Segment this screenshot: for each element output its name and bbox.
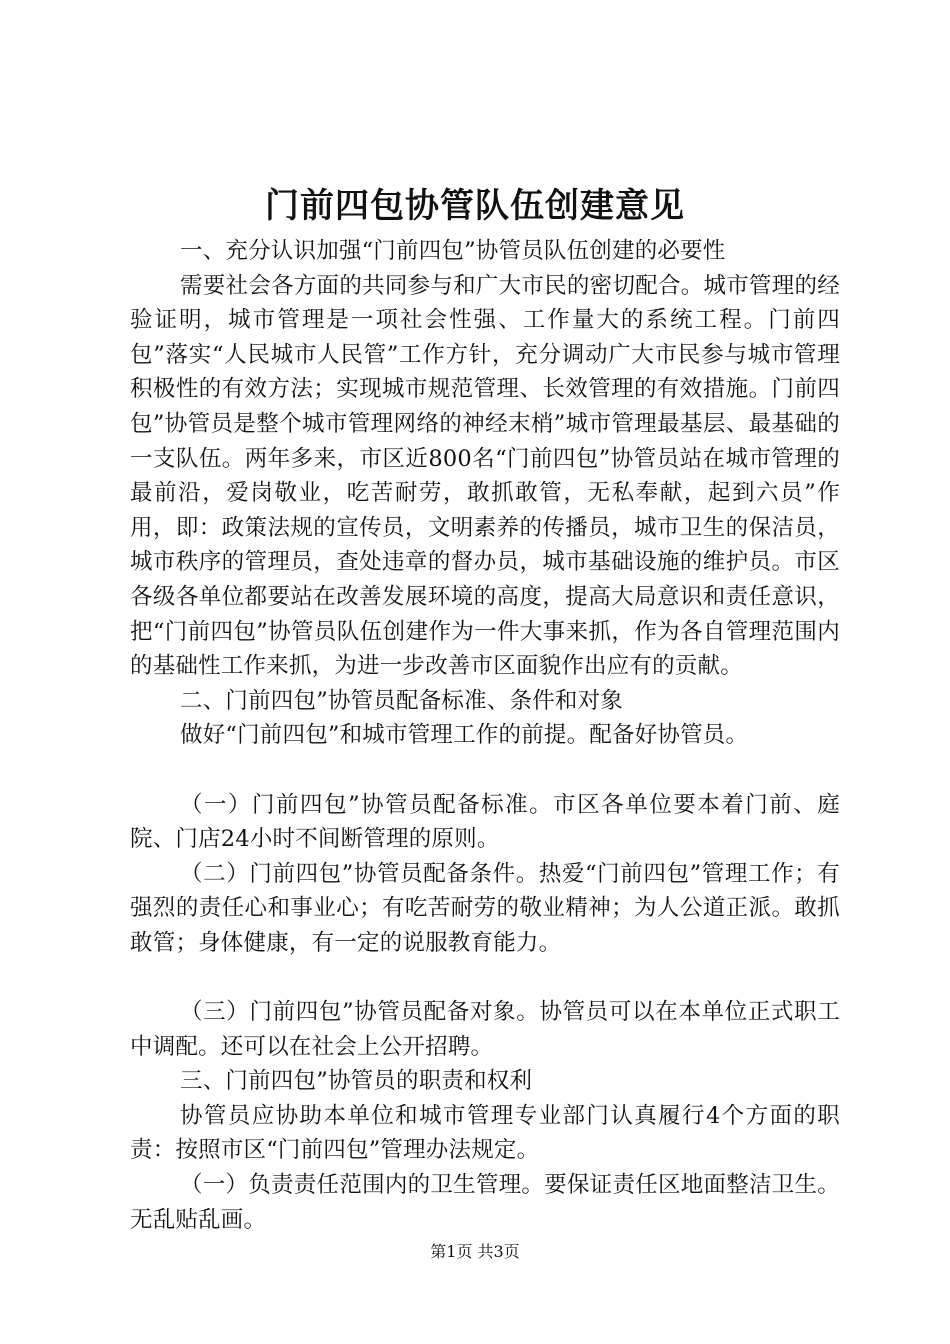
blank-line: [130, 753, 840, 788]
paragraph-2: 做好“门前四包”和城市管理工作的前提。配备好协管员。: [180, 722, 749, 749]
paragraph-3: （一）门前四包”协管员配备标准。市区各单位要本着门前、庭院、门店24小时不间断管理的原则。: [130, 791, 840, 853]
page-footer: 第1页 共3页: [430, 1242, 520, 1261]
paragraph-1: 需要社会各方面的共同参与和广大市民的密切配合。城市管理的经验证明，城市管理是一项社会性强、工作量大的系统工程。门前四包”落实“人民城市人民管”工作方针，充分调动广大市民参与城市管理积极性的有效方法；实现城市规范管理、长效管理的有效措施。门前四包”协管员是整个城市管理网络的神经末梢”城市管理最基层、最基础的一支队伍。两年多来，市区近800名“门前四包”协管员站在城市管理的最前沿，爱岗敬业，吃苦耐劳，敢抓敢管，无私奉献，起到六员”作用，即：政策法规的宣传员，文明素养的传播员，城市卫生的保洁员，城市秩序的管理员，查处违章的督办员，城市基础设施的维护员。市区各级各单位都要站在改善发展环境的高度，提高大局意识和责任意识，把“门前四包”协管员队伍创建作为一件大事来抓，作为各自管理范围内的基础性工作来抓，为进一步改善市区面貌作出应有的贡献。: [130, 272, 840, 680]
blank-line: [130, 960, 840, 995]
document-title: 门前四包协管队伍创建意见: [265, 186, 685, 226]
paragraph-5: （三）门前四包”协管员配备对象。协管员可以在本单位正式职工中调配。还可以在社会上公开招聘。: [130, 999, 840, 1060]
paragraph-7: （一）负责责任范围内的卫生管理。要保证责任区地面整洁卫生。无乱贴乱画。: [130, 1172, 840, 1233]
section-heading-2: 二、门前四包”协管员配备标准、条件和对象: [180, 687, 624, 714]
section-heading-3: 三、门前四包”协管员的职责和权利: [180, 1068, 533, 1095]
paragraph-6: 协管员应协助本单位和城市管理专业部门认真履行4个方面的职责：按照市区“门前四包”管理办法规定。: [130, 1102, 840, 1164]
paragraph-4: （二）门前四包”协管员配备条件。热爱“门前四包”管理工作；有强烈的责任心和事业心；有吃苦耐劳的敬业精神；为人公道正派。敢抓敢管；身体健康，有一定的说服教育能力。: [130, 860, 840, 956]
document-body: [130, 234, 840, 1237]
section-heading-1: 一、充分认识加强“门前四包”协管员队伍创建的必要性: [180, 238, 726, 264]
